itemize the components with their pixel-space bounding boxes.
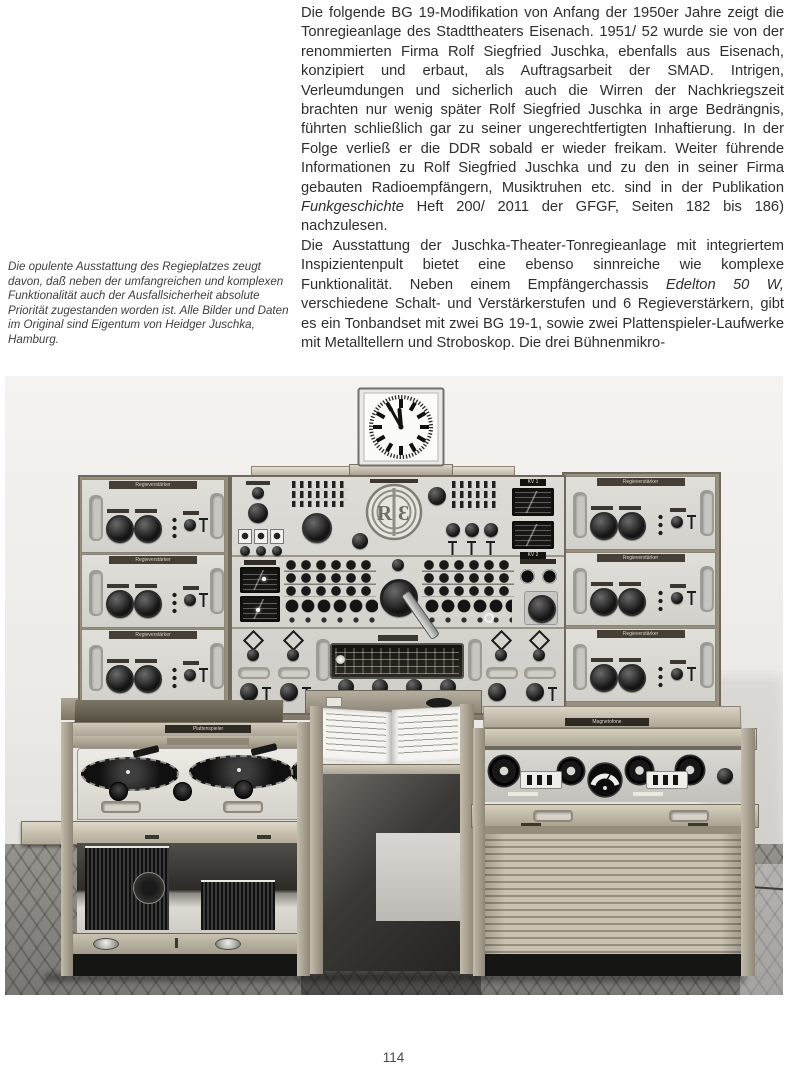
spindle-left xyxy=(126,770,130,774)
flap-hinge xyxy=(257,835,271,839)
key-switch xyxy=(238,529,252,544)
drawer-pull xyxy=(101,801,141,813)
gain-knob xyxy=(590,512,618,540)
article-text xyxy=(301,4,784,353)
indicator-lamps xyxy=(172,517,177,539)
trim-knob xyxy=(671,516,683,528)
indicator-lamps xyxy=(172,667,177,689)
send-knob xyxy=(247,649,259,661)
ring-knob xyxy=(520,569,535,584)
indicator-lamps xyxy=(658,590,663,612)
cue-lamp xyxy=(256,608,260,612)
paragraph-2-text-end: verschiedene Schalt- und Verstärkerstufen und 6 Regieverstärkern, gibt es ein Tonbandset mit zwei BG 19-1, sowie zwei Plattenspieler-Laufwerke mit Metalltellern und Stroboskop. Die drei Bühnenmikro- xyxy=(301,296,784,351)
rack-module xyxy=(81,479,225,553)
record-disc xyxy=(133,872,165,904)
indicator-lamps xyxy=(172,592,177,614)
push-button xyxy=(256,546,266,556)
rotary-selector xyxy=(248,503,268,523)
indicator-ring xyxy=(484,613,494,623)
label-strip xyxy=(619,658,641,662)
flap-hinge xyxy=(145,835,159,839)
lectern-post xyxy=(310,706,323,974)
diamond-switch xyxy=(529,630,550,651)
trim-knob xyxy=(671,592,683,604)
label-strip xyxy=(135,509,157,513)
label-strip xyxy=(107,659,129,663)
handle-slot xyxy=(573,568,587,614)
turntable-left xyxy=(81,757,179,791)
tape-cabinet-bar xyxy=(475,826,753,834)
indicator-lamps xyxy=(658,666,663,688)
handle-slot xyxy=(89,570,103,616)
rack-module xyxy=(565,628,716,702)
label-strip xyxy=(619,582,641,586)
send-knob xyxy=(287,649,299,661)
label-strip xyxy=(183,661,199,665)
photo-caption-text: Die opulente Ausstattung des Regieplatzes zeugt davon, daß neben der umfangreichen und komplexen Funktionalität auch der Ausfallsicherheit absolute Priorität zugestanden worden ist. Alle Bilder und Daten im Original sind Eigentum von Heidger Juschka, Hamburg. xyxy=(8,260,289,346)
speed-dial xyxy=(234,780,253,799)
drawer-handle xyxy=(215,938,241,950)
label-strip xyxy=(107,509,129,513)
turntable-cabinet-lid xyxy=(75,700,284,722)
console-right-rack xyxy=(562,472,721,709)
cue-window xyxy=(240,596,280,622)
gain-knob xyxy=(134,515,162,543)
gain-knob xyxy=(106,515,134,543)
module-label: Regieverstärker xyxy=(109,631,197,639)
dial-knob xyxy=(280,683,298,701)
label-strip xyxy=(591,658,613,662)
ring-knob xyxy=(542,569,557,584)
toggle-switch xyxy=(199,518,208,532)
label-strip xyxy=(135,584,157,588)
master-trim-knob xyxy=(392,559,404,571)
cabinet-post xyxy=(297,722,310,976)
fader-bank-left xyxy=(284,559,376,597)
key-switch xyxy=(270,529,284,544)
toggle-bank xyxy=(292,481,348,507)
photo-caption xyxy=(8,260,292,348)
label-strip xyxy=(246,481,270,485)
label-strip xyxy=(619,506,641,510)
spindle-right xyxy=(237,768,241,772)
monitor-knob xyxy=(252,487,264,499)
toggle-switch xyxy=(687,515,696,529)
dial-knob xyxy=(526,683,544,701)
handle-slot xyxy=(210,568,224,614)
cabinet-post xyxy=(61,722,73,976)
level-meter xyxy=(428,487,446,505)
toggle-switch xyxy=(467,541,476,555)
kv1-label: KV 1 xyxy=(520,479,546,486)
cabinet-plinth-left xyxy=(69,954,307,976)
cue-lamp xyxy=(262,577,266,581)
handle-slot xyxy=(700,642,714,688)
level-meter xyxy=(302,513,332,543)
diamond-switch xyxy=(243,630,264,651)
diamond-switch xyxy=(283,630,304,651)
toggle-switch xyxy=(486,541,495,555)
record-rack-left xyxy=(85,846,169,930)
record-rack-right xyxy=(201,880,275,930)
paragraph-1 xyxy=(301,4,784,237)
handle-slot xyxy=(573,644,587,690)
wall-clock xyxy=(357,387,445,467)
send-knob xyxy=(495,649,507,661)
channel-knob xyxy=(484,523,498,537)
label-strip xyxy=(520,559,556,564)
trim-knob xyxy=(184,669,196,681)
cue-window xyxy=(240,567,280,593)
deck-label-strip xyxy=(508,792,538,796)
paragraph-2 xyxy=(301,237,784,353)
console-left-rack xyxy=(78,475,230,707)
label-strip xyxy=(107,584,129,588)
push-button xyxy=(272,546,282,556)
panel-divider xyxy=(232,627,564,629)
toggle-bank xyxy=(452,481,498,511)
tape-reel xyxy=(489,756,519,786)
gain-knob xyxy=(106,665,134,693)
label-strip xyxy=(591,582,613,586)
tape-cabinet-flap xyxy=(471,804,759,828)
vu-meter-graphic xyxy=(587,761,623,799)
svg-text:R: R xyxy=(377,501,393,525)
label-strip xyxy=(591,506,613,510)
deck-label-strip xyxy=(633,792,663,796)
toggle-switch xyxy=(687,591,696,605)
paragraph-2-text: Die Ausstattung der Juschka-Theater-Tonregieanlage mit integriertem Inspizientenpult bietet eine ebenso sinnreiche wie komplexe Funktionalität. Neben einem Empfängerchassis xyxy=(301,237,784,293)
tambour-door xyxy=(485,834,741,954)
console-center-panel xyxy=(230,475,566,715)
music-book xyxy=(318,706,466,766)
send-knob xyxy=(533,649,545,661)
fader-bank-right xyxy=(422,559,514,597)
gain-knob xyxy=(106,590,134,618)
panel-divider xyxy=(232,555,564,557)
label-strip xyxy=(670,660,686,664)
paragraph-1-text-end: Heft 200/ 2011 der GFGF, Seiten 182 bis 186) nachzulesen. xyxy=(301,199,784,235)
kv2-window xyxy=(512,521,554,549)
handle-slot xyxy=(316,639,330,681)
tape-deck-keys-left xyxy=(520,771,562,789)
label-strip xyxy=(183,511,199,515)
knob-row-left xyxy=(284,599,378,625)
module-label: Regieverstärker xyxy=(597,630,685,638)
talkback-button xyxy=(528,595,556,623)
module-label: Regieverstärker xyxy=(597,554,685,562)
photograph-tonregieanlage xyxy=(5,376,783,995)
channel-knob xyxy=(446,523,460,537)
handle-slot xyxy=(700,490,714,536)
module-label: Regieverstärker xyxy=(109,556,197,564)
trim-knob xyxy=(671,668,683,680)
drawer-handle xyxy=(93,938,119,950)
tape-deck-keys-right xyxy=(646,771,688,789)
lectern-post xyxy=(460,704,474,974)
music-book-right-page xyxy=(392,706,464,764)
chassis-name-italic: Edelton 50 W, xyxy=(665,276,784,293)
radio-dial xyxy=(330,643,464,679)
drawer-pull xyxy=(223,801,263,813)
handle-slot xyxy=(89,645,103,691)
indicator-lamps xyxy=(658,514,663,536)
tape-cabinet-label: Magnetofone xyxy=(565,718,649,726)
dial-lamp xyxy=(336,655,345,664)
handle-slot xyxy=(210,643,224,689)
flap-handle xyxy=(669,810,709,822)
flap-handle xyxy=(533,810,573,822)
svg-text:Ɛ: Ɛ xyxy=(398,501,410,525)
gain-knob xyxy=(590,588,618,616)
drawer-lock xyxy=(175,938,178,948)
dial-knob xyxy=(240,683,258,701)
handle-slot xyxy=(210,493,224,539)
push-button xyxy=(240,546,250,556)
gain-knob xyxy=(134,665,162,693)
cabinet-post xyxy=(473,728,485,976)
handle-slot xyxy=(468,639,482,681)
clock-face-graphic xyxy=(357,387,445,467)
toggle-switch xyxy=(262,687,271,701)
gain-knob xyxy=(134,590,162,618)
toggle-switch xyxy=(199,593,208,607)
trim-knob xyxy=(184,519,196,531)
toggle-switch xyxy=(199,668,208,682)
dial-knob xyxy=(488,683,506,701)
publication-title-italic: Funkgeschichte xyxy=(301,199,404,216)
rack-module xyxy=(81,629,225,703)
handle-slot xyxy=(700,566,714,612)
trim-knob xyxy=(184,594,196,606)
module-label: Regieverstärker xyxy=(109,481,197,489)
speed-dial xyxy=(109,782,128,801)
handle-recess xyxy=(278,667,310,679)
turntable-cabinet-label: Plattenspieler xyxy=(165,725,251,733)
speed-dial xyxy=(173,782,192,801)
kv2-label: KV 2 xyxy=(520,552,546,559)
cabinet-plinth-right xyxy=(485,954,741,976)
diamond-switch xyxy=(491,630,512,651)
music-book-left-page xyxy=(320,708,392,764)
rack-module xyxy=(81,554,225,628)
handle-recess xyxy=(524,667,556,679)
cabinet-post xyxy=(741,728,755,976)
gain-knob xyxy=(618,664,646,692)
dial-label xyxy=(378,635,418,641)
module-label: Regieverstärker xyxy=(597,478,685,486)
key-switch xyxy=(254,529,268,544)
gain-knob xyxy=(618,588,646,616)
toggle-switch xyxy=(687,667,696,681)
rack-module xyxy=(565,552,716,626)
rack-module xyxy=(565,476,716,550)
turntable-cabinet-sublabel xyxy=(167,738,249,745)
label-strip xyxy=(670,584,686,588)
paragraph-1-text: Die folgende BG 19-Modifikation von Anfang der 1950er Jahre zeigt die Tonregieanlage des Stadttheaters Eisenach. 1951/ 52 wurde sie von der renommierten Firma Rolf Siegfried Juschka, ebenfalls aus Eisenach, konzipiert und erbaut, als Auftragsarbeit der SMAD. Intrigen, Verleumdungen und sicherlich auch die Wirren der Nachkriegszeit brachten nur wenig später Rolf Siegfried Juschka in arge Bedrängnis, führten schließlich gar zu seiner ungerechtfertigten Inhaftierung. In der Folge verließ er die DDR sobald er wieder freikam. Weiter führende Informationen zu Rolf Siegfried Juschka und zu den in seiner Firma gebauten Radioempfängern, Musiktruhen etc. sind in der Publikation xyxy=(301,5,784,196)
lectern-back-panel xyxy=(376,833,460,921)
handle-recess xyxy=(486,667,518,679)
label-strip xyxy=(135,659,157,663)
rj-logo-graphic xyxy=(365,483,423,541)
vu-meter xyxy=(587,761,623,799)
label-strip xyxy=(670,508,686,512)
rj-logo xyxy=(365,483,423,541)
gain-knob xyxy=(618,512,646,540)
handle-slot xyxy=(573,492,587,538)
label-strip xyxy=(244,560,276,565)
kv1-window xyxy=(512,488,554,516)
gain-knob xyxy=(590,664,618,692)
page-number: 114 xyxy=(382,1050,405,1065)
toggle-switch xyxy=(548,687,557,701)
toggle-switch xyxy=(448,541,457,555)
handle-recess xyxy=(238,667,270,679)
label-strip xyxy=(183,586,199,590)
knob-row-right xyxy=(424,599,512,625)
handle-slot xyxy=(89,495,103,541)
tape-tension-disc xyxy=(717,768,733,784)
channel-knob xyxy=(465,523,479,537)
